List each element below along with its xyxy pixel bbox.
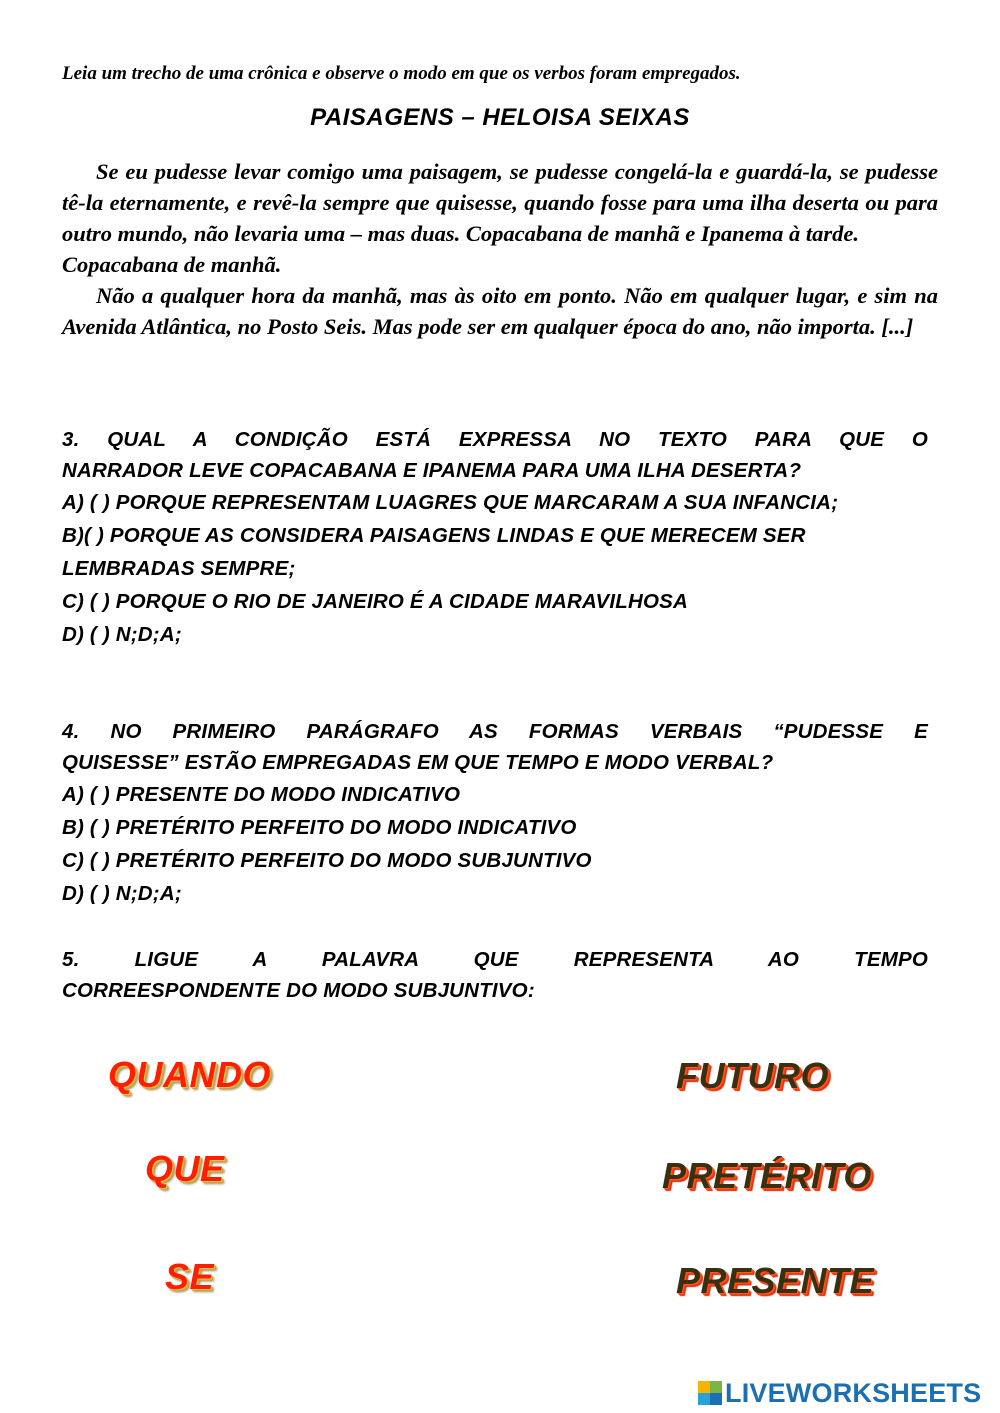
instruction-text: Leia um trecho de uma crônica e observe o modo em que os verbos foram empregados. <box>62 63 741 84</box>
question-3-option-b[interactable]: B)( ) PORQUE AS CONSIDERA PAISAGENS LINDAS E QUE MERECEM SER LEMBRADAS SEMPRE; <box>62 524 806 580</box>
passage-paragraph-1: Se eu pudesse levar comigo uma paisagem, se pudesse congelá-la e guardá-la, se pudesse tê-la eternamente, e revê-la sempre que quisesse, quando fosse para uma ilha deserta ou para outro mundo, não levaria uma – mas duas. Copacabana de manhã e Ipanema à tarde. <box>62 159 938 246</box>
question-5 <box>62 944 928 1006</box>
question-3-stem-line-1: 3. QUAL A CONDIÇÃO ESTÁ EXPRESSA NO TEXTO PARA QUE O <box>62 428 928 451</box>
match-tense-preterito[interactable]: PRETÉRITO <box>662 1155 872 1196</box>
match-tense-presente[interactable]: PRESENTE <box>676 1260 875 1301</box>
question-4-option-c[interactable]: C) ( ) PRETÉRITO PERFEITO DO MODO SUBJUNTIVO <box>62 849 592 872</box>
match-word-se[interactable]: SE <box>165 1256 215 1297</box>
liveworksheets-logo-text: LIVEWORKSHEETS <box>725 1377 982 1408</box>
question-3-option-d[interactable]: D) ( ) N;D;A; <box>62 623 182 646</box>
liveworksheets-logo <box>698 1378 981 1408</box>
question-4 <box>62 716 928 910</box>
question-4-option-d[interactable]: D) ( ) N;D;A; <box>62 882 182 905</box>
question-4-stem-line-2: QUISESSE” ESTÃO EMPREGADAS EM QUE TEMPO E MODO VERBAL? <box>62 751 774 774</box>
passage-paragraph-2: Copacabana de manhã. <box>62 252 282 277</box>
question-5-stem-line-1: 5. LIGUE A PALAVRA QUE REPRESENTA AO TEMPO <box>62 948 928 971</box>
question-5-stem-line-2: CORREESPONDENTE DO MODO SUBJUNTIVO: <box>62 979 535 1002</box>
match-tense-futuro[interactable]: FUTURO <box>676 1055 829 1096</box>
question-3-option-a[interactable]: A) ( ) PORQUE REPRESENTAM LUAGRES QUE MARCARAM A SUA INFANCIA; <box>62 491 839 514</box>
question-3-stem-line-2: NARRADOR LEVE COPACABANA E IPANEMA PARA UMA ILHA DESERTA? <box>62 459 802 482</box>
text-title: PAISAGENS – HELOISA SEIXAS <box>310 104 690 131</box>
reading-passage <box>62 156 938 342</box>
question-4-option-a[interactable]: A) ( ) PRESENTE DO MODO INDICATIVO <box>62 783 461 806</box>
passage-paragraph-3: Não a qualquer hora da manhã, mas às oito em ponto. Não em qualquer lugar, e sim na Avenida Atlântica, no Posto Seis. Mas pode ser em qualquer época do ano, não importa. [...] <box>62 283 938 339</box>
match-word-quando[interactable]: QUANDO <box>108 1054 271 1095</box>
match-word-que[interactable]: QUE <box>145 1148 225 1189</box>
question-3-option-c[interactable]: C) ( ) PORQUE O RIO DE JANEIRO É A CIDADE MARAVILHOSA <box>62 590 689 613</box>
question-4-option-b[interactable]: B) ( ) PRETÉRITO PERFEITO DO MODO INDICATIVO <box>62 816 577 839</box>
question-4-stem-line-1: 4. NO PRIMEIRO PARÁGRAFO AS FORMAS VERBAIS “PUDESSE E <box>62 720 928 743</box>
question-3 <box>62 424 928 651</box>
liveworksheets-logo-icon <box>698 1381 722 1405</box>
